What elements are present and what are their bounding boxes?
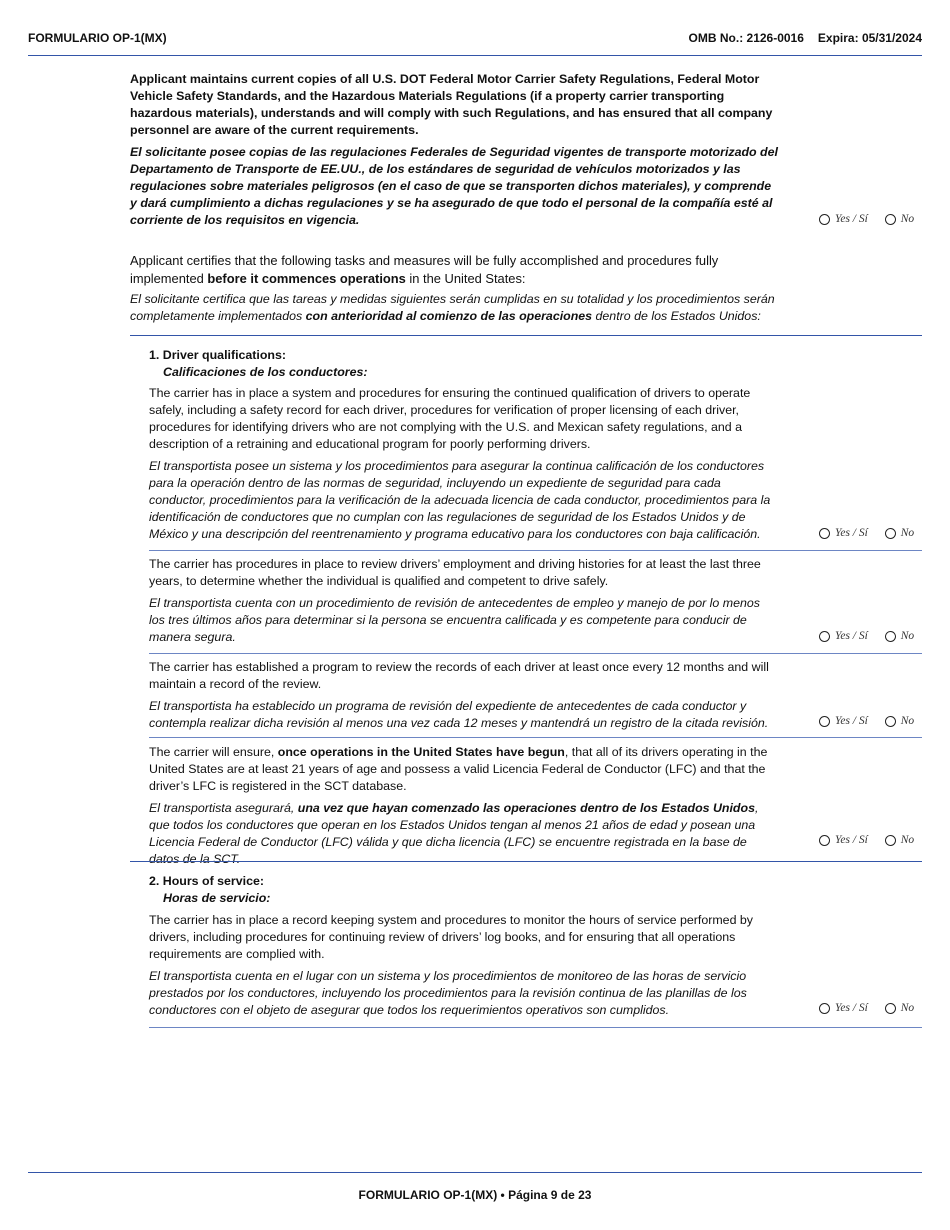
- expiration-date: Expira: 05/31/2024: [817, 31, 922, 45]
- yes-option[interactable]: Yes / Sí: [819, 527, 868, 539]
- intro-spanish: El solicitante posee copias de las regulaciones Federales de Seguridad vigentes de transporte motorizado del Departamento de Transporte de EE.UU., de los estándares de seguridad de vehículos motorizados y las regulaciones sobre materiales peligrosos (en el caso de que se transporten dichos materiales), y comprende y dará cumplimiento a dichas regulaciones y se ha asegurado de que todo el personal de la compañía esté al corriente de los requisitos en vigencia.: [130, 145, 778, 227]
- yes-radio[interactable]: [819, 716, 830, 727]
- no-option[interactable]: No: [885, 834, 914, 846]
- intro-answer: [819, 213, 914, 229]
- section2-title: 2. Hours of service:: [149, 874, 265, 888]
- yes-radio[interactable]: [819, 214, 830, 225]
- question-1-4: [149, 744, 779, 868]
- section-divider: [130, 335, 922, 336]
- footer-divider: [28, 1172, 922, 1173]
- question-spanish: El transportista cuenta con un procedimiento de revisión de antecedentes de empleo y manejo de por lo menos los tres últimos años para determinar si la persona se encuentra calificada y es competente para conducir de manera segura.: [149, 596, 760, 644]
- question-2-1: [149, 912, 779, 1019]
- answer-2-1: [819, 1002, 914, 1018]
- omb-info: [675, 31, 922, 45]
- question-1-1: [149, 385, 779, 543]
- question-divider: [149, 550, 922, 551]
- question-english: The carrier has in place a system and procedures for ensuring the continued qualification of drivers to operate safely, including a safety record for each driver, procedures for verification of proper licensing of each driver, procedures for identifying drivers who are not complying with the U.S. and Mexican safety regulations, and a description of a retraining and educational program for poorly performing drivers.: [149, 386, 751, 451]
- question-english: The carrier will ensure, once operations in the United States have begun, that all of its drivers operating in the United States are at least 21 years of age and possess a valid Licencia Federal de Conductor (LFC) and that the driver’s LFC is registered in the SCT database.: [149, 745, 768, 793]
- certify-block: [130, 252, 780, 325]
- intro-english: Applicant maintains current copies of all U.S. DOT Federal Motor Carrier Safety Regulations, Federal Motor Vehicle Safety Standards, and the Hazardous Materials Regulations (if a property carrier transporting hazardous materials), understands and will comply with such Regulations, and has ensured that all company personnel are aware of the current requirements.: [130, 72, 773, 137]
- yes-option[interactable]: Yes / Sí: [819, 834, 868, 846]
- section2-heading: [149, 873, 769, 907]
- question-spanish: El transportista posee un sistema y los procedimientos para asegurar la continua calificación de los conductores para la operación dentro de las normas de seguridad, incluyendo un expediente de seguridad para cada conductor, procedimientos para la verificación de la adecuada licencia de cada conductor, procedimientos para la identificación de conductores que no cumplan con las regulaciones de seguridad de los Estados Unidos y de México y una descripción del reentrenamiento y programa educativo para los conductores con baja calificación.: [149, 459, 771, 541]
- no-radio[interactable]: [885, 835, 896, 846]
- section1-subtitle: Calificaciones de los conductores:: [163, 365, 368, 379]
- yes-option[interactable]: Yes / Sí: [819, 1002, 868, 1014]
- question-divider: [149, 1027, 922, 1028]
- no-option[interactable]: No: [885, 527, 914, 539]
- yes-radio[interactable]: [819, 1003, 830, 1014]
- omb-number: OMB No.: 2126-0016: [688, 31, 804, 45]
- section1-title: 1. Driver qualifications:: [149, 348, 287, 362]
- question-divider: [149, 737, 922, 738]
- answer-1-1: [819, 527, 914, 543]
- section1-heading: [149, 347, 769, 381]
- answer-1-3: [819, 715, 914, 731]
- question-divider: [149, 653, 922, 654]
- yes-option[interactable]: Yes / Sí: [819, 715, 868, 727]
- no-option[interactable]: No: [885, 715, 914, 727]
- question-1-3: [149, 659, 779, 732]
- answer-1-2: [819, 630, 914, 646]
- question-english: The carrier has established a program to review the records of each driver at least once every 12 months and will maintain a record of the review.: [149, 660, 769, 691]
- intro-block: [130, 71, 780, 229]
- yes-option[interactable]: Yes / Sí: [819, 213, 868, 225]
- yes-radio[interactable]: [819, 835, 830, 846]
- question-1-2: [149, 556, 779, 646]
- question-spanish: El transportista ha establecido un programa de revisión del expediente de antecedentes de cada conductor y contempla realizar dicha revisión al menos una vez cada 12 meses y mantendrá un registro de la citada revisión.: [149, 699, 769, 730]
- no-radio[interactable]: [885, 214, 896, 225]
- question-spanish: El transportista cuenta en el lugar con un sistema y los procedimientos de monitoreo de las horas de servicio prestados por los conductores, incluyendo los procedimientos para la revisión continua de las planillas de los conductores con el objeto de asegurar que todos los requerimientos operativos son cumplidos.: [149, 969, 747, 1017]
- no-radio[interactable]: [885, 631, 896, 642]
- no-radio[interactable]: [885, 716, 896, 727]
- no-option[interactable]: No: [885, 630, 914, 642]
- certify-english: Applicant certifies that the following tasks and measures will be fully accomplished and procedures fully implemented before it commences operations in the United States:: [130, 253, 719, 286]
- question-english: The carrier has in place a record keeping system and procedures to monitor the hours of service performed by drivers, including procedures for continuing review of drivers’ log books, and for ensuring that all operations requirements are complied with.: [149, 913, 753, 961]
- header-divider: [28, 55, 922, 56]
- question-spanish: El transportista asegurará, una vez que hayan comenzado las operaciones dentro de los Estados Unidos, que todos los conductores que operan en los Estados Unidos tengan al menos 21 años de edad y posean una Licencia Federal de Conductor (LFC) válida y que dicha licencia (LFC) se encuentre registrada en la base de datos de la SCT.: [149, 801, 759, 866]
- question-english: The carrier has procedures in place to review drivers’ employment and driving histories for at least the last three years, to determine whether the individual is qualified and competent to drive safely.: [149, 557, 761, 588]
- page-footer: FORMULARIO OP-1(MX) • Página 9 de 23: [358, 1188, 592, 1202]
- section2-subtitle: Horas de servicio:: [163, 891, 271, 905]
- answer-1-4: [819, 834, 914, 850]
- yes-radio[interactable]: [819, 528, 830, 539]
- no-radio[interactable]: [885, 528, 896, 539]
- no-option[interactable]: No: [885, 213, 914, 225]
- no-radio[interactable]: [885, 1003, 896, 1014]
- certify-spanish: El solicitante certifica que las tareas y medidas siguientes serán cumplidas en su totalidad y los procedimientos serán completamente implementados con anterioridad al comienzo de las operaciones dentro de los Estados Unidos:: [130, 292, 775, 323]
- yes-radio[interactable]: [819, 631, 830, 642]
- section-divider: [130, 861, 922, 862]
- yes-option[interactable]: Yes / Sí: [819, 630, 868, 642]
- form-id: FORMULARIO OP-1(MX): [28, 31, 167, 45]
- no-option[interactable]: No: [885, 1002, 914, 1014]
